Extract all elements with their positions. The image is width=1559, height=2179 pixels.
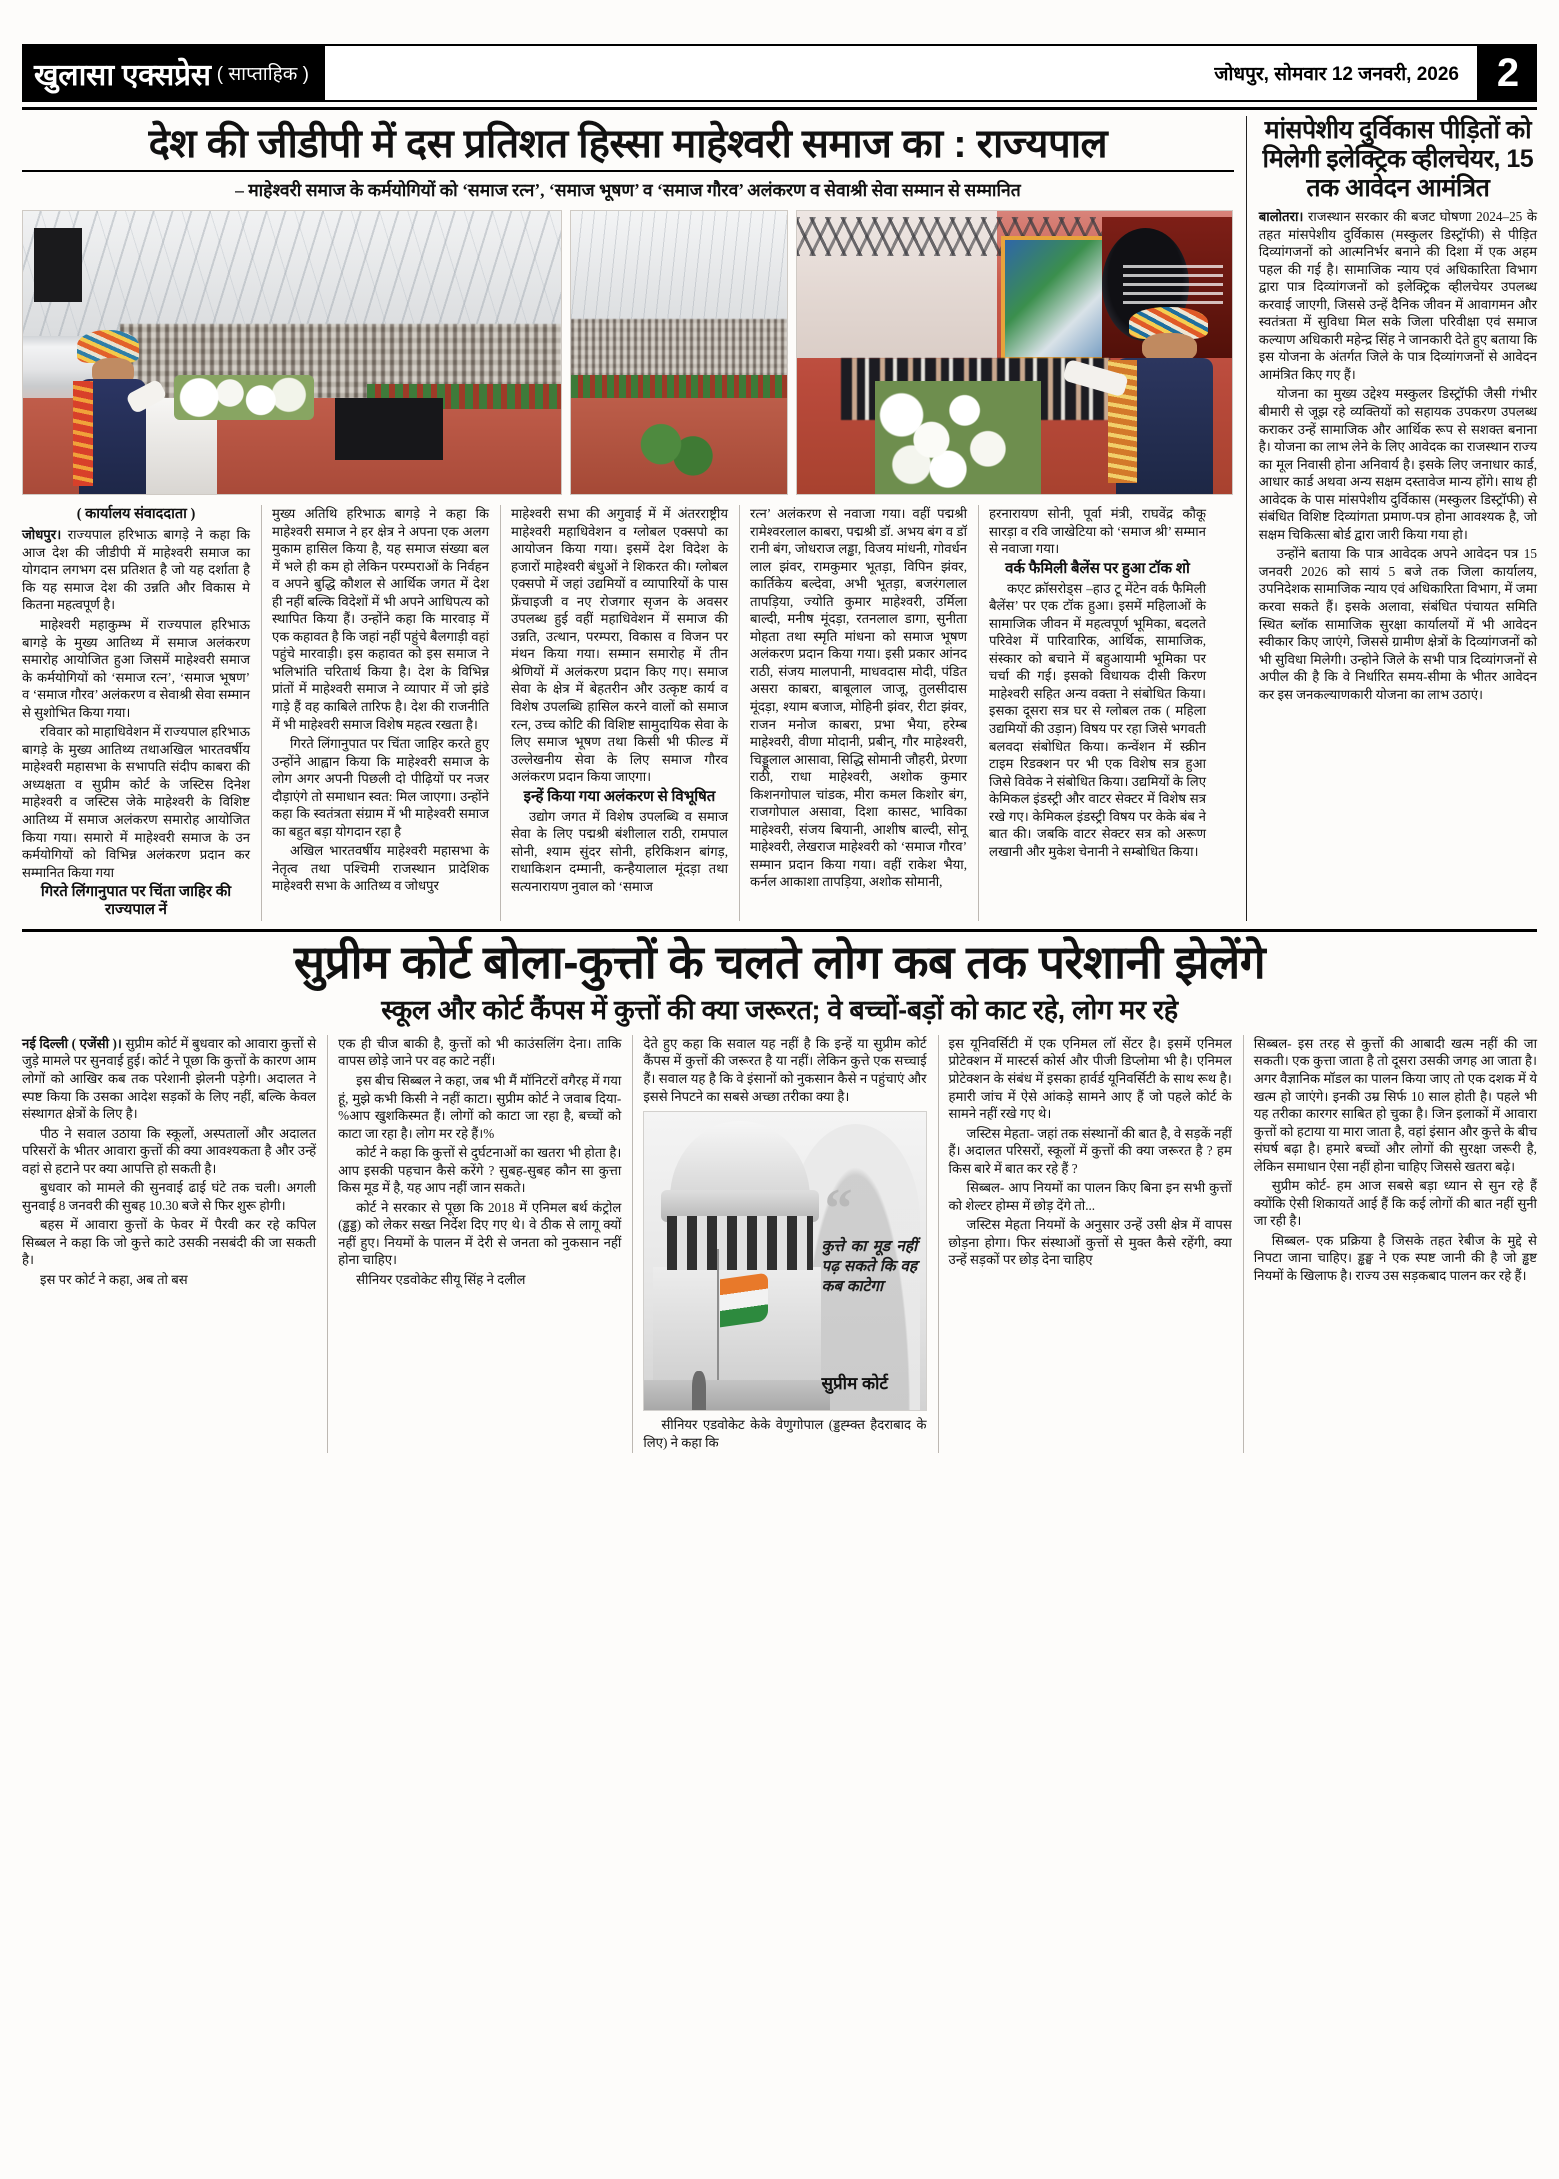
photo-governor-speech: [22, 210, 562, 495]
paragraph: कोर्ट ने सरकार से पूछा कि 2018 में एनिमल बर्थ कंट्रोल (ड्ढड्ड) को लेकर सख्त निर्देश दिए गए थे। वे ठीक से लागू क्यों नहीं हुए। नियमों के पालन में देरी से जनता को नुकसान नहीं होना चाहिए।: [338, 1199, 622, 1268]
stage-screen-text: [1123, 259, 1223, 304]
masthead-date-bar: [325, 44, 1479, 102]
lower-subheadline: स्कूल और कोर्ट कैंपस में कुत्तों की क्या जरूरत; वे बच्चों-बड़ों को काट रहे, लोग मर रहे: [381, 994, 1178, 1025]
paragraph: गिरते लिंगानुपात पर चिंता जाहिर करते हुए उन्होंने आह्वान किया कि माहेश्वरी समाज के लोग अगर अपनी पिछली दो पीढ़ियों पर नजर दौड़ाएंगे तो समाधान स्वत: मिल जाएगा। उन्होंने कहा कि स्वतंत्रता संग्राम में भी माहेश्वरी समाज का बहुत बड़ा योगदान रहा है: [272, 736, 489, 839]
photo-hall-wide: [570, 210, 788, 495]
lower-article-columns: [22, 1035, 1537, 1453]
lower-column-4: [938, 1035, 1232, 1453]
lower-column-1: [22, 1035, 316, 1453]
lower-column-3: [632, 1035, 926, 1453]
newspaper-title: खुलासा एक्सप्रेस: [34, 58, 211, 92]
paragraph: एक ही चीज बाकी है, कुत्तों को भी काउंसलिंग देना। ताकि वापस छोड़े जाने पर वह काटे नहीं।: [338, 1035, 622, 1069]
lower-headline: सुप्रीम कोर्ट बोला-कुत्तों के चलते लोग कब तक परेशानी झेलेंगे: [293, 936, 1266, 989]
paragraph: माहेश्वरी महाकुम्भ में राज्यपाल हरिभाऊ बागड़े के मुख्य आतिथ्य में समाज अलंकरण समारोह आयोजित हुआ जिसमें माहेश्वरी समाज के कर्मयोगियों को ‘समाज रत्न’, ‘समाज भूषण’ व ‘समाज गौरव’ अलंकरण व सेवाश्री सेवा सम्मान से सुशोभित किया गया।: [22, 617, 250, 720]
section-subheading: वर्क फैमिली बैलेंस पर हुआ टॉक शो: [1005, 560, 1190, 577]
paragraph: देते हुए कहा कि सवाल यह नहीं है कि इन्हें या सुप्रीम कोर्ट कैंपस में कुत्तों की जरूरत है या नहीं। लेकिन कुत्ते एक सच्चाई हैं। सवाल यह है कि वे इंसानों को नुकसान कैसे न पहुंचाएं और इससे निपटने का सबसे अच्छा तरीका क्या है।: [643, 1035, 927, 1104]
paragraph: सीनियर एडवोकेट केके वेणुगोपाल (ड्डह्म्क्त हैदराबाद के लिए) ने कहा कि: [643, 1417, 927, 1450]
section-subheading: गिरते लिंगानुपात पर चिंता जाहिर की राज्यपाल नें: [40, 884, 232, 919]
paragraph: इस पर कोर्ट ने कहा, अब तो बस: [40, 1272, 188, 1287]
paragraph: कएट क्रॉसरोड्स –हाउ टू मेंटेन वर्क फैमिली बैलेंस’ पर एक टॉक हुआ। इसमें महिलाओं के सामाजिक जीवन में महत्वपूर्ण भूमिका, बदलते परिवेश में पारिवारिक, आर्थिक, सामाजिक, संस्कार को बचाने में बहुआयामी भूमिका पर चर्चा की गई। इसको विधायक दीसी किरण माहेश्वरी सहित अन्य वक्ता ने संबोधित किया। इसका दूसरा सत्र घर से ग्लोबल तक ( महिला उद्यमियों की उड़ान) विषय पर रहा जिसे भगवती बलवदा संबोधित किया। कन्वेंशन में स्क्रीन टाइम रिडक्शन पर भी एक विशेष सत्र हुआ जिसे विवेक ने संबोधित किया। उद्यमियों के लिए केमिकल इंडस्ट्री और वाटर सेक्टर में विशेष सत्र रखे गए। केमिकल इंडस्ट्री विषय पर केके बंब ने बात की। जबकि वाटर सेक्टर सत्र को अरूण लखानी और मुकेश चेनानी ने सम्बोधित किया।: [989, 580, 1206, 859]
top-section: [22, 116, 1537, 921]
paragraph: सिब्बल- एक प्रक्रिया है जिसके तहत रेबीज के मुद्दे से निपटा जाना चाहिए। ड्ढङ्घ ने एक स्पष्ट जानी की है जो ड्ढष्ट नियमों के खिलाफ है। राज्य उस सड़कबाद पालन कर रहे हैं।: [1253, 1232, 1537, 1283]
pull-quote-attribution: सुप्रीम कोर्ट: [821, 1373, 888, 1393]
paragraph: सुप्रीम कोर्ट- हम आज सबसे बड़ा ध्यान से सुन रहे हैं क्योंकि ऐसी शिकायतें आई हैं कि कई लोगों की बात नहीं सुनी जा रही है।: [1253, 1178, 1537, 1229]
newspaper-logo: [22, 44, 325, 102]
article-column-5: [978, 505, 1206, 921]
main-subheadline: – माहेश्वरी समाज के कर्मयोगियों को ‘समाज रत्न’, ‘समाज भूषण’ व ‘समाज गौरव’ अलंकरण व सेवाश्री सेवा सम्मान से सम्मानित: [235, 180, 1021, 200]
paragraph: कोर्ट ने कहा कि कुत्तों से दुर्घटनाओं का खतरा भी होता है। आप इसकी पहचान कैसे करेंगे ? सुबह-सुबह कौन सा कुत्ता किस मूड में है, यह आप नहीं जान सकते।: [338, 1145, 622, 1196]
paragraph: सिब्बल- इस तरह से कुत्तों की आबादी खत्म नहीं की जा सकती। एक कुत्ता जाता है तो दूसरा उसकी जगह आ जाता है। अगर वैज्ञानिक मॉडल का पालन किया जाए तो एक दशक में ये खत्म हो जाएंगे। इनकी उम्र सिर्फ 10 साल होती है। पहले भी यह तरीका कारगर साबित हो चुका है। जिन इलाकों में आवारा कुत्तों को हटाया या मारा जाता है, वहां इंसान और कुत्ते के बीच संघर्ष बढ़ा है। हमारे बच्चों और लोगों की सुरक्षा जरूरी है, लेकिन समाधान ऐसा नहीं होना चाहिए जिससे खतरा बढ़े।: [1253, 1035, 1537, 1174]
photo-strip: [22, 210, 1234, 495]
lower-column-5: [1243, 1035, 1537, 1453]
lower-top-rule: [22, 929, 1537, 932]
paragraph: रत्न’ अलंकरण से नवाजा गया। वहीं पद्मश्री रामेश्वरलाल काबरा, पद्मश्री डॉ. अभय बंग व डॉ रानी बंग, जोधराज लड्ढा, विजय मांधनी, गोवर्धन लाल झंवर, रामकुमार भूतड़ा, विपिन झंवर, कार्तिकेय बल्देवा, अभी भूतड़ा, बजरंगलाल तापड़िया, ज्योति कुमार माहेश्वरी, उर्मिला बाल्दी, मनीष मूंदड़ा, रतनलाल डागा, सुनीता मोहता तथा स्मृति मांधना को समाज भूषण अलंकरण प्रदान किया गया। इसी प्रकार आंनद राठी, संजय मालपानी, माधवदास मोदी, पंडित असरा काबरा, बाबूलाल जाजू, तुलसीदास मूंदड़ा, श्याम बजाज, मोहिनी झंवर, रीटा झंवर, राजन मनोज काबरा, प्रभा भैया, हरेम्ब माहेश्वरी, वीणा मोदानी, प्रबीन्, गौर माहेश्वरी, चिड्डूलाल आसावा, सिद्धि सोमानी जौहरी, प्रेरणा राठी, राधा माहेश्वरी, अशोक कुमार किशनगोपाल चांडक, मीरा कमल किशोर बंग, राजगोपाल असावा, दिशा कासट, भाविका माहेश्वरी, संजय बियानी, आशीष बाल्दी, सोनू माहेश्वरी, लेखराज माहेश्वरी को ‘समाज गौरव’ सम्मान प्रदान किया गया। वहीं राकेश भैया, कर्नल आकाशा तापड़िया, अशोक सोमानी,: [750, 506, 967, 890]
paragraph: अखिल भारतवर्षीय माहेश्वरी महासभा के नेतृत्व तथा पश्चिमी राजस्थान प्रादेशिक माहेश्वरी सभा के आतिथ्य व जोधपुर: [272, 843, 489, 894]
governor-figure-left: [71, 330, 162, 494]
page-number: 2: [1479, 44, 1537, 102]
edition-date: जोधपुर, सोमवार 12 जनवरी, 2026: [1214, 64, 1459, 85]
paragraph: उन्होंने बताया कि पात्र आवेदक अपने आवेदन पत्र 15 जनवरी 2026 को सायं 5 बजे तक जिला कार्यालय, उपनिदेशक सामाजिक न्याय एवं अधिकारिता विभाग, में जमा करवा सकते हैं। इसके अलावा, संबंधित पंचायत समिति स्थित ब्लॉक सामाजिक सुरक्षा कार्यालयों में भी आवेदन स्वीकार किए जाएंगे, जिससे ग्रामीण क्षेत्रों के दिव्यांगजनों को भी सुविधा मिलेगी। उन्होने जिले के सभी पात्र दिव्यांगजनों से अपील की है कि वे निर्धारित समय-सीमा के भीतर आवेदन कर इस जनकल्याणकारी योजना का लाभ उठाएं।: [1258, 546, 1537, 702]
paragraph: पीठ ने सवाल उठाया कि स्कूलों, अस्पतालों और अदालत परिसरों के भीतर आवारा कुत्तों की क्या आवश्यकता है और उन्हें वहां से हटाने पर क्या आपत्ति हो सकती है।: [22, 1125, 317, 1176]
pull-quote-text: कुत्ते का मूड नहीं पढ़ सकते कि वह कब काटेगा: [821, 1238, 918, 1295]
headline-rule: [22, 170, 1234, 172]
paragraph: हरनारायण सोनी, पूर्वा मंत्री, राघवेंद्र कौकू सारड़ा व रवि जाखेटिया को ‘समाज श्री’ सम्मान से नवाजा गया।: [989, 506, 1206, 557]
paragraph: इस बीच सिब्बल ने कहा, जब भी मैं मॉनिटरों वगैरह में गया हूं, मुझे कभी किसी ने नहीं काटा। सुप्रीम कोर्ट ने जवाब दिया- %आप खुशकिस्मत हैं। लोगों को काटा जा रहा है, बच्चों को काटा जा रहा है। लोग मर रहे हैं।%: [338, 1072, 622, 1141]
lower-article: [22, 929, 1537, 1453]
article-column-3: [500, 505, 728, 921]
quote-mark-icon: “: [824, 1177, 853, 1240]
section-subheading: इन्हें किया गया अलंकरण से विभूषित: [523, 788, 716, 805]
lower-dateline: नई दिल्ली ( एजेंसी )।: [22, 1035, 122, 1051]
paragraph: माहेश्वरी सभा की अगुवाई में में अंतरराष्ट्रीय माहेश्वरी महाधिवेशन व ग्लोबल एक्सपो का आयोजन किया गया। इसमें देश विदेश के हजारों माहेश्वरी बंधुओं ने शिकरत की। ग्लोबल एक्सपो में जहां उद्यमियों व व्यापारियों के पास फ्रेंचाइजी व नए रोजगार सृजन के अवसर उपलब्ध हुई वहीं महाधिवेशन में समाज की उन्नति, उत्थान, परम्परा, विकास व विजन पर मंथन किया गया। सम्मान समारोह में तीन श्रेणियों में अलंकरण प्रदान किए गए। समाज सेवा के क्षेत्र में बेहतरीन और उत्कृष्ट कार्य व विशेष उपलब्धि हासिल करने वालों को समाज रत्न, उच्च कोटि की विशिष्ट सामुदायिक सेवा के लिए समाज भूषण तथा किसी भी फील्ड में उल्लेखनीय सेवा के लिए समाज गौरव अलंकरण प्रदान किया जाएगा।: [511, 506, 728, 785]
masthead: [22, 44, 1537, 102]
photo-stage-dais: [796, 210, 1233, 495]
paragraph: राजस्थान सरकार की बजट घोषणा 2024–25 के तहत मांसपेशीय दुर्विकास (मस्कुलर डिस्ट्रॉफी) से पीड़ित दिव्यांगजनों को आत्मनिर्भर बनाने की दिशा में एक अहम पहल की गई है। सामाजिक न्याय एवं अधिकारिता विभाग द्वारा पात्र दिव्यांगजनों को इलेक्ट्रिक व्हीलचेयर उपलब्ध करवाई जाएगी, जिससे उन्हें दैनिक जीवन में आवागमन और स्वतंत्रता में सुविधा मिल सके जिला परिवीक्षा एवं समाज कल्याण अधिकारी महेन्द्र सिंह ने जानकारी देते हुए बताया कि इस योजना के अंतर्गत जिले के पात्र दिव्यांगजनों से आवेदन आमंत्रित किए गए हैं।: [1258, 209, 1537, 382]
main-article: [22, 116, 1234, 921]
paragraph: बहस में आवारा कुत्तों के फेवर में पैरवी कर रहे कपिल सिब्बल ने कहा कि जो कुत्ते काटे उसकी नसबंदी की जा सकती है।: [22, 1217, 317, 1268]
masthead-rule: [22, 107, 1537, 110]
paragraph: इस यूनिवर्सिटी में एक एनिमल लॉ सेंटर है। इसमें एनिमल प्रोटेक्शन में मास्टर्स कोर्स और पीजी डिप्लोमा भी है। एनिमल प्रोटेक्शन के संबंध में इसका हार्वर्ड यूनिवर्सिटी के साथ रूथ है। हमारी जांच में ऐसे आंकड़े सामने आए हैं जो पहले कोर्ट के सामने नहीं रखे गए थे।: [948, 1035, 1232, 1122]
byline: ( कार्यालय संवाददाता ): [76, 506, 196, 522]
paragraph: सुप्रीम कोर्ट में बुधवार को आवारा कुत्तों से जुड़े मामले पर सुनवाई हुई। कोर्ट ने पूछा कि कुत्तों के कारण आम लोगों को आखिर कब तक परेशानी झेलनी पड़ेगी। अदालत ने स्पष्ट किया कि उसका आदेश सड़कों के लिए नहीं, बल्कि केवल संस्थागत क्षेत्रों के लिए है।: [22, 1035, 317, 1122]
article-column-4: [739, 505, 967, 921]
paragraph: बुधवार को मामले की सुनवाई ढाई घंटे तक चली। अगली सुनवाई 8 जनवरी की सुबह 10.30 बजे से फिर शुरू होगी।: [22, 1180, 317, 1213]
indian-flag-icon: [720, 1273, 768, 1327]
main-headline: देश की जीडीपी में दस प्रतिशत हिस्सा माहेश्वरी समाज का : राज्यपाल: [148, 122, 1108, 166]
sidebar-headline: मांसपेशीय दुर्विकास पीड़ितों को मिलेगी इलेक्ट्रिक व्हीलचेयर, 15 तक आवेदन आमंत्रित: [1262, 116, 1534, 202]
article-column-2: [261, 505, 489, 921]
lower-column-2: [327, 1035, 621, 1453]
paragraph: जस्टिस मेहता नियमों के अनुसार उन्हें उसी क्षेत्र में वापस छोड़ना होगा। फिर संस्थाओं कुत्तों से मुक्त कैसे रहेंगी, क्या उन्हें सड़कों पर छोड़ देना चाहिए: [948, 1217, 1232, 1268]
paragraph: राज्यपाल हरिभाऊ बागड़े ने कहा कि आज देश की जीडीपी में माहेश्वरी समाज का योगदान लगभग दस प्रतिशत है जो यह दर्शाता है कि यह समाज देश की उन्नति और विकास मे कितना महत्वपूर्ण है।: [22, 527, 250, 613]
sidebar-dateline: बालोतरा।: [1258, 209, 1304, 224]
paragraph: सिब्बल- आप नियमों का पालन किए बिना इन सभी कुत्तों को शेल्टर होम्स में छोड़ देंगे तो...: [948, 1180, 1232, 1213]
paragraph: जस्टिस मेहता- जहां तक संस्थानों की बात है, वे सड़कें नहीं हैं। अदालत परिसरों, स्कूलों में कुत्तों की क्या जरूरत है ? हम किस बारे में बात कर रहे हैं ?: [948, 1125, 1232, 1176]
sidebar-article: [1246, 116, 1537, 921]
supreme-court-photo-quote: [643, 1111, 926, 1411]
paragraph: रविवार को माहाधिवेशन में राज्यपाल हरिभाऊ बागड़े के मुख्य आतिथ्य तथाअखिल भारतवर्षीय माहेश्वरी महासभा के सभापति संदीप काबरा की अध्यक्षता व सुप्रीम कोर्ट के जस्टिस दिनेश माहेश्वरी व जस्टिस जेके माहेश्वरी के विशिष्ट आतिथ्य में समाज अलंकरण समारोह आयोजित किया गया। समारो में माहेश्वरी समाज के उन कर्मयोगियों को विभिन्न अलंकरण प्रदान कर सम्मानित किया गया: [22, 724, 250, 880]
paragraph: योजना का मुख्य उद्देश्य मस्कुलर डिस्ट्रॉफी जैसी गंभीर बीमारी से जूझ रहे व्यक्तियों को सहायक उपकरण उपलब्ध कराकर उन्हें सामाजिक और आर्थिक रूप से सशक्त बनाना है। योजना का लाभ लेने के लिए आवेदक का राजस्थान राज्य का मूल निवासी होना अनिवार्य है। इसके लिए जनाधार कार्ड, आधार कार्ड अथवा अन्य सक्षम दस्तावेज मान्य होंगे। साथ ही आवेदक के पास मांसपेशीय दुर्विकास (मस्कुलर डिस्ट्रॉफी) से संबंधित विशिष्ट दिव्यांगता प्रमाण-पत्र होना आवश्यक है, जो सक्षम चिकित्सा बोर्ड द्वारा जारी किया गया हो।: [1258, 386, 1537, 542]
paragraph: उद्योग जगत में विशेष उपलब्धि व समाज सेवा के लिए पद्मश्री बंशीलाल राठी, रामपाल सोनी, श्याम सुंदर सोनी, हरिकिशन बांगड़, राधाकिशन दम्मानी, कन्हैयालाल मूंदड़ा तथा सत्यनारायण नुवाल को ‘समाज: [511, 808, 728, 894]
main-article-columns: [22, 505, 1234, 921]
article-column-1: [22, 505, 250, 921]
dateline: जोधपुर।: [22, 527, 62, 543]
governor-figure-right: [1093, 307, 1224, 494]
paragraph: सीनियर एडवोकेट सीयू सिंह ने दलील: [356, 1272, 526, 1287]
paragraph: मुख्य अतिथि हरिभाऊ बागड़े ने कहा कि माहेश्वरी समाज ने हर क्षेत्र ने अपना एक अलग मुकाम हासिल किया है, यह समाज संख्या बल में भले ही कम हो लेकिन परम्पराओं के निर्वहन व अपने बुद्धि कौशल से आर्थिक जगत में देश ही नहीं बल्कि विदेशों में भी अपने आधिपत्य को स्थापित किया हैं। उन्होंने कहा कि मारवाड़ में एक कहावत है कि जहां नहीं पहुंचे बैलगाड़ी वहां पहुंचे मारवाड़ी। इस कहावत को इस समाज ने भलिभांति चरितार्थ किया है। देश के विभिन्न प्रांतों में माहेश्वरी समाज ने व्यापार में जो झंडे गाड़े हैं वह काबिले तारिफ है। देश की राजनीति में भी माहेश्वरी समाज विशेष महत्व रखता है।: [272, 506, 489, 732]
newspaper-frequency: ( साप्ताहिक ): [216, 64, 309, 85]
